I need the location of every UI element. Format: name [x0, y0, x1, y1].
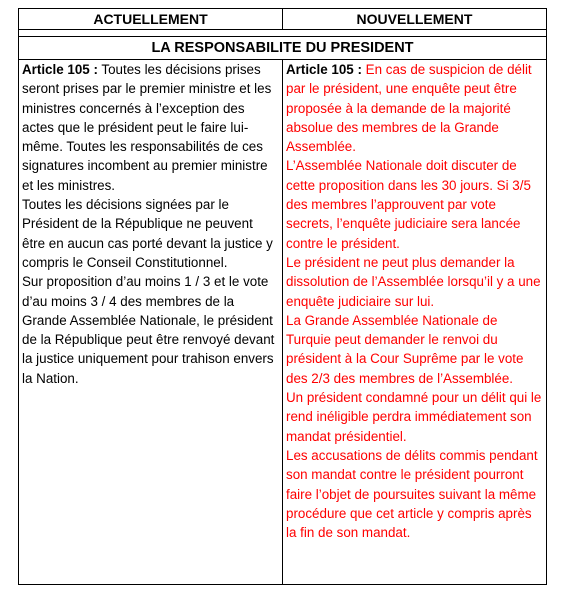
new-paragraph: Les accusations de délits commis pendant son mandat contre le président pourront faire l’objet de poursuites suivant la même procédure que cet article y compris après la fin de son mandat.	[286, 447, 538, 541]
current-article-label: Article 105 :	[22, 62, 98, 77]
new-paragraph: L’Assemblée Nationale doit discuter de cette proposition dans les 30 jours. Si 3/5 des membres l’approuvent par vote secrets, l’enquête judiciaire sera lancée contre le président.	[286, 158, 531, 251]
current-text-cell	[19, 60, 283, 585]
new-text-cell	[283, 60, 547, 585]
header-new: NOUVELLEMENT	[283, 9, 547, 30]
header-row	[19, 9, 547, 30]
section-row	[19, 37, 547, 60]
new-paragraph: Un président condamné pour un délit qui le rend inéligible perdra immédiatement son mandat présidentiel.	[286, 390, 542, 444]
section-title: LA RESPONSABILITE DU PRESIDENT	[19, 37, 547, 60]
current-paragraph	[22, 60, 278, 195]
content-row	[19, 60, 547, 585]
spacer-cell	[19, 30, 547, 37]
new-paragraph: La Grande Assemblée Nationale de Turquie peut demander le renvoi du président à la Cour Suprême par le vote des 2/3 des membres de l’Assemblée.	[286, 312, 524, 386]
new-article-label: Article 105 :	[286, 62, 362, 77]
new-paragraph: Le président ne peut plus demander la dissolution de l’Assemblée lorsqu’il y a une enquête judiciaire sur lui.	[286, 254, 541, 309]
current-paragraph: Toutes les décisions signées par le Président de la République ne peuvent être en aucun cas porté devant la justice y compris le Conseil Constitutionnel.	[22, 197, 273, 270]
comparison-table	[18, 8, 547, 585]
new-paragraph	[286, 60, 542, 156]
current-paragraph: Sur proposition d’au moins 1 / 3 et le vote d’au moins 3 / 4 des membres de la Grande Assemblée Nationale, le président de la République peut être renvoyé devant la justice uniquement pour trahison envers la Nation.	[22, 274, 275, 386]
spacer-row	[19, 30, 547, 37]
new-text: En cas de suspicion de délit par le président, une enquête peut être proposée à la demande de la majorité absolue des membres de la Grande Assemblée.	[286, 62, 532, 155]
header-current: ACTUELLEMENT	[19, 9, 283, 30]
current-text: Toutes les décisions prises seront prises par le premier ministre et les ministres concernés à l’exception des actes que le président peut le faire lui-même. Toutes les responsabilités de ces signatures incombent au premier ministre et les ministres.	[22, 62, 272, 193]
